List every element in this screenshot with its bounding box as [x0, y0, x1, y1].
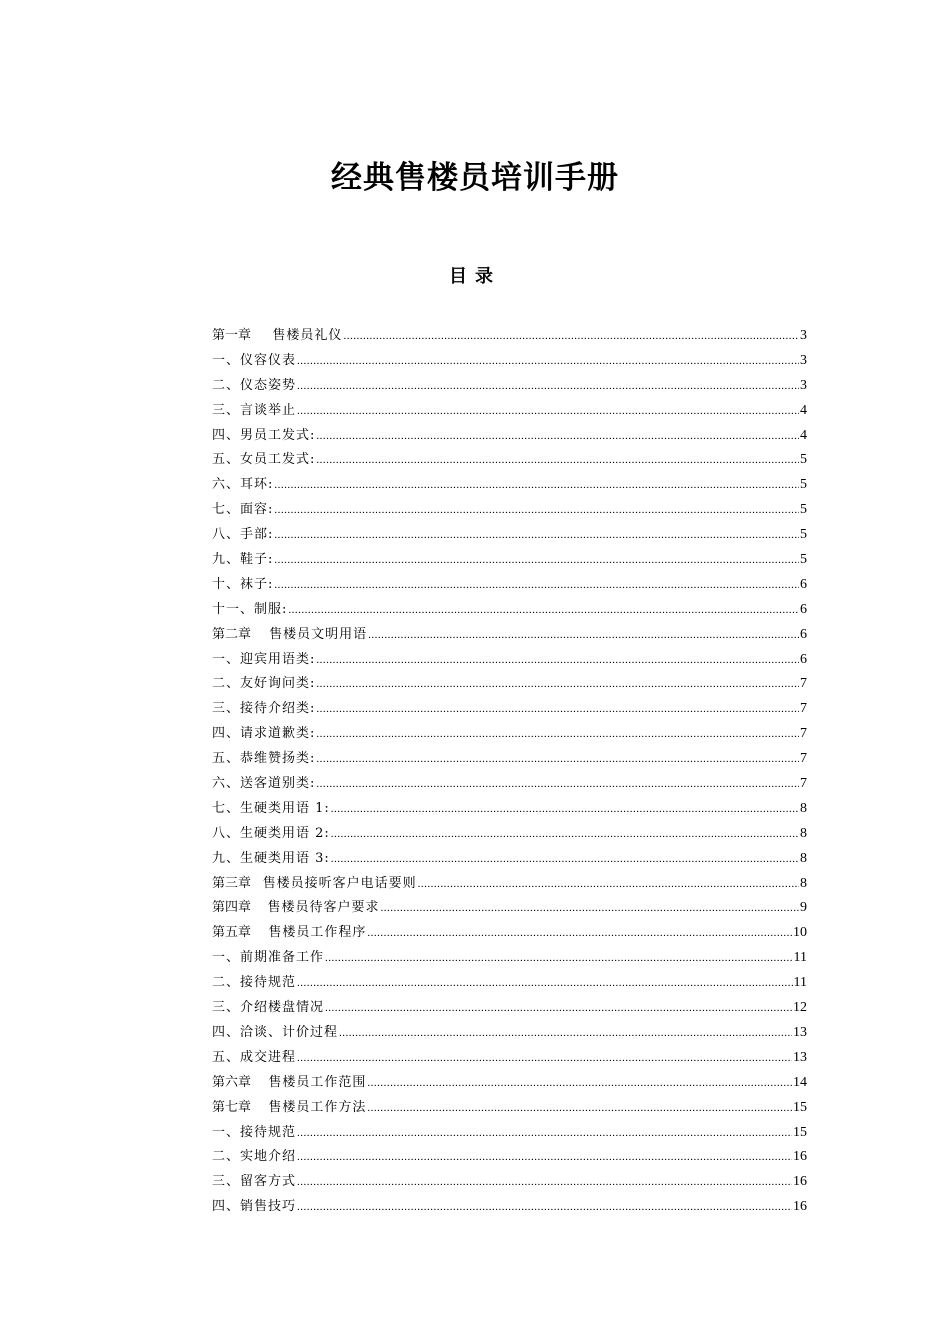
toc-page-number: 7 [800, 676, 807, 692]
toc-entry-title: 十、袜子: [212, 576, 274, 592]
toc-entry[interactable] [212, 847, 807, 872]
toc-page-number: 3 [800, 328, 807, 343]
toc-dot-leader [316, 448, 799, 473]
toc-page-number: 13 [793, 1024, 807, 1040]
toc-chapter-number: 第五章 [212, 925, 252, 941]
toc-page-number: 12 [793, 1000, 807, 1016]
toc-entry-title: 售楼员接听客户电话要则 [262, 875, 417, 891]
toc-entry-title: 五、女员工发式: [212, 452, 316, 468]
toc-entry[interactable] [212, 374, 807, 399]
toc-entry[interactable] [212, 1170, 807, 1195]
toc-dot-leader [331, 847, 799, 872]
toc-chapter-entry[interactable] [212, 324, 807, 349]
toc-dot-leader [316, 424, 799, 449]
toc-entry[interactable] [212, 1195, 807, 1220]
toc-dot-leader [343, 324, 799, 349]
toc-page-number: 5 [800, 502, 807, 518]
toc-entry-title: 三、接待介绍类: [212, 701, 316, 717]
toc-dot-leader [418, 872, 799, 897]
toc-dot-leader [316, 722, 799, 747]
toc-dot-leader [325, 946, 793, 971]
toc-chapter-entry[interactable] [212, 1096, 807, 1121]
toc-dot-leader [381, 896, 799, 921]
toc-page-number: 15 [793, 1099, 807, 1115]
toc-dot-leader [297, 971, 793, 996]
toc-entry-title: 售楼员工作方法 [268, 1099, 367, 1115]
toc-entry[interactable] [212, 1145, 807, 1170]
toc-dot-leader [325, 996, 792, 1021]
toc-entry-title: 七、面容: [212, 502, 274, 518]
toc-entry[interactable] [212, 548, 807, 573]
toc-entry-title: 八、手部: [212, 527, 274, 543]
toc-dot-leader [367, 921, 792, 946]
toc-page-number: 15 [793, 1124, 807, 1140]
toc-dot-leader [316, 648, 799, 673]
toc-entry[interactable] [212, 971, 807, 996]
toc-entry-title: 四、洽谈、计价过程 [212, 1024, 339, 1040]
toc-entry-title: 七、生硬类用语 1: [212, 800, 330, 816]
toc-entry-title: 十一、制服: [212, 601, 288, 617]
toc-dot-leader [316, 672, 799, 697]
toc-page-number: 5 [800, 452, 807, 468]
toc-page-number: 16 [793, 1199, 807, 1215]
toc-page-number: 5 [800, 477, 807, 493]
toc-page-number: 8 [800, 825, 807, 841]
toc-entry-title: 三、留客方式 [212, 1174, 297, 1190]
toc-entry[interactable] [212, 772, 807, 797]
toc-chapter-number: 第二章 [212, 626, 252, 642]
toc-page-number: 6 [800, 576, 807, 592]
toc-dot-leader [274, 573, 799, 598]
toc-entry[interactable] [212, 822, 807, 847]
toc-page-number: 9 [800, 900, 807, 916]
toc-entry[interactable] [212, 996, 807, 1021]
toc-dot-leader [297, 374, 799, 399]
toc-dot-leader [367, 1071, 792, 1096]
toc-page-number: 6 [800, 601, 807, 617]
toc-entry[interactable] [212, 648, 807, 673]
toc-entry-title: 九、鞋子: [212, 552, 274, 568]
toc-page-number: 16 [793, 1149, 807, 1165]
toc-entry-title: 二、实地介绍 [212, 1149, 297, 1165]
toc-entry-title: 五、恭维赞扬类: [212, 751, 316, 767]
toc-chapter-number: 第六章 [212, 1074, 252, 1090]
toc-dot-leader [297, 1121, 792, 1146]
toc-dot-leader [274, 473, 799, 498]
toc-page-number: 4 [800, 402, 807, 418]
toc-page-number: 7 [800, 751, 807, 767]
toc-dot-leader [367, 1096, 792, 1121]
toc-entry-title: 四、请求道歉类: [212, 726, 316, 742]
toc-page-number: 5 [800, 552, 807, 568]
toc-entry-title: 售楼员待客户要求 [267, 900, 380, 916]
toc-dot-leader [297, 1046, 792, 1071]
toc-entry[interactable] [212, 747, 807, 772]
toc-page-number: 4 [800, 427, 807, 443]
toc-dot-leader [331, 797, 799, 822]
toc-dot-leader [316, 747, 799, 772]
toc-entry-title: 三、介绍楼盘情况 [212, 1000, 325, 1016]
toc-chapter-number: 第三章 [212, 875, 252, 891]
toc-page-number: 5 [800, 527, 807, 543]
toc-dot-leader [274, 498, 799, 523]
toc-page-number: 3 [800, 377, 807, 393]
toc-entry[interactable] [212, 1046, 807, 1071]
toc-entry-title: 四、男员工发式: [212, 427, 316, 443]
toc-page-number: 13 [793, 1049, 807, 1065]
toc-entry[interactable] [212, 1021, 807, 1046]
toc-page-number: 7 [800, 726, 807, 742]
toc-entry[interactable] [212, 498, 807, 523]
toc-entry[interactable] [212, 399, 807, 424]
toc-chapter-number: 第七章 [212, 1099, 252, 1115]
toc-entry-title: 八、生硬类用语 2: [212, 825, 330, 841]
toc-chapter-number: 第一章 [212, 328, 252, 343]
toc-page-number: 3 [800, 352, 807, 368]
toc-entry[interactable] [212, 697, 807, 722]
toc-entry-title: 二、接待规范 [212, 975, 297, 991]
toc-entry[interactable] [212, 473, 807, 498]
toc-entry-title: 售楼员文明用语 [269, 626, 368, 642]
toc-entry[interactable] [212, 523, 807, 548]
toc-entry[interactable] [212, 946, 807, 971]
toc-dot-leader [274, 548, 799, 573]
toc-entry-title: 一、前期准备工作 [212, 950, 325, 966]
toc-chapter-entry[interactable] [212, 896, 807, 921]
toc-entry-title: 二、仪态姿势 [212, 377, 297, 393]
toc-dot-leader [339, 1021, 792, 1046]
toc-heading: 目录 [449, 266, 501, 287]
toc-entry[interactable] [212, 1121, 807, 1146]
toc-entry-title: 一、接待规范 [212, 1124, 297, 1140]
toc-page-number: 14 [793, 1074, 807, 1090]
toc-dot-leader [331, 822, 799, 847]
toc-entry[interactable] [212, 598, 807, 623]
toc-entry[interactable] [212, 349, 807, 374]
toc-page-number: 6 [800, 651, 807, 667]
toc-dot-leader [274, 523, 799, 548]
toc-dot-leader [368, 623, 799, 648]
toc-entry[interactable] [212, 797, 807, 822]
toc-page-number: 11 [793, 950, 807, 966]
toc-dot-leader [316, 697, 799, 722]
toc-entry-title: 九、生硬类用语 3: [212, 850, 330, 866]
toc-chapter-number: 第四章 [212, 900, 252, 916]
toc-dot-leader [297, 399, 799, 424]
toc-entry-title: 售楼员工作程序 [268, 925, 367, 941]
toc-page-number: 8 [800, 850, 807, 866]
toc-page-number: 10 [793, 925, 807, 941]
toc-page-number: 8 [800, 800, 807, 816]
toc-entry[interactable] [212, 672, 807, 697]
toc-chapter-entry[interactable] [212, 872, 807, 897]
toc-entry-title: 五、成交进程 [212, 1049, 297, 1065]
toc-dot-leader [288, 598, 799, 623]
toc-chapter-entry[interactable] [212, 1071, 807, 1096]
toc-page-number: 7 [800, 701, 807, 717]
toc-chapter-entry[interactable] [212, 623, 807, 648]
toc-entry-title: 一、迎宾用语类: [212, 651, 316, 667]
toc-dot-leader [297, 1145, 792, 1170]
toc-entry[interactable] [212, 424, 807, 449]
toc-entry[interactable] [212, 573, 807, 598]
toc-page-number: 16 [793, 1174, 807, 1190]
toc-entry[interactable] [212, 448, 807, 473]
toc-dot-leader [297, 349, 799, 374]
toc-entry-title: 六、送客道别类: [212, 776, 316, 792]
toc-entry-title: 三、言谈举止 [212, 402, 297, 418]
toc-entry[interactable] [212, 722, 807, 747]
toc-entry-title: 六、耳环: [212, 477, 274, 493]
toc-chapter-entry[interactable] [212, 921, 807, 946]
document-title: 经典售楼员培训手册 [331, 160, 619, 196]
toc-entry-title: 一、仪容仪表 [212, 352, 297, 368]
toc-entry-title: 四、销售技巧 [212, 1199, 297, 1215]
toc-page-number: 8 [800, 875, 807, 891]
toc-page-number: 6 [800, 626, 807, 642]
toc-entry-title: 二、友好询问类: [212, 676, 316, 692]
toc-entry-title: 售楼员工作范围 [268, 1074, 367, 1090]
toc-page-number: 7 [800, 776, 807, 792]
toc-page-number: 11 [793, 975, 807, 991]
toc-dot-leader [297, 1170, 792, 1195]
toc-dot-leader [297, 1195, 792, 1220]
table-of-contents [212, 324, 807, 1220]
toc-dot-leader [316, 772, 799, 797]
toc-entry-title: 售楼员礼仪 [272, 328, 343, 343]
